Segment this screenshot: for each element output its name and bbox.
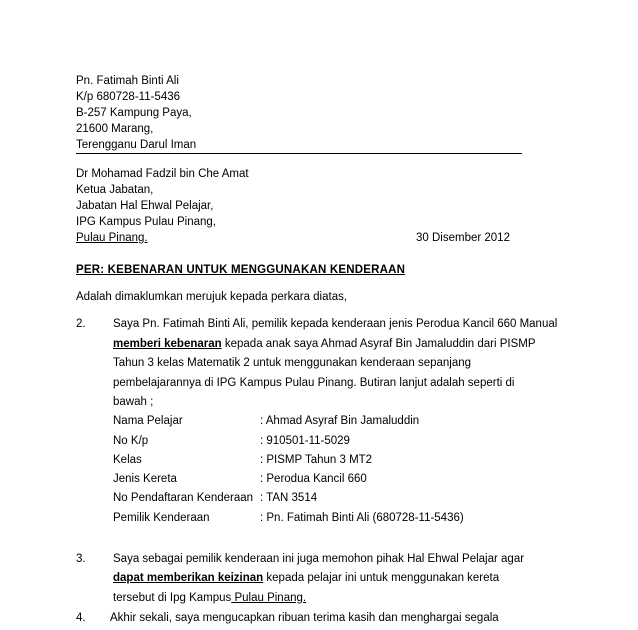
recipient-dept: Jabatan Hal Ehwal Pelajar, [76,200,214,212]
para3-emphasis: dapat memberikan keizinan [113,572,264,584]
subject-line: PER: KEBENARAN UNTUK MENGGUNAKAN KENDERAAN [76,264,406,276]
para3-number: 3. [76,553,86,565]
detail-label: Jenis Kereta [113,473,177,485]
recipient-name: Dr Mohamad Fadzil bin Che Amat [76,168,249,180]
recipient-city: Pulau Pinang. [76,232,148,244]
sender-address-1: B-257 Kampung Paya, [76,107,192,119]
sender-name: Pn. Fatimah Binti Ali [76,75,179,87]
sender-address-3: Terengganu Darul Iman [76,139,197,151]
para3-line2-rest: kepada pelajar ini untuk menggunakan kereta [263,572,500,584]
para3-line1: Saya sebagai pemilik kenderaan ini juga memohon pihak Hal Ehwal Pelajar agar [113,553,525,565]
recipient-title: Ketua Jabatan, [76,184,154,196]
sender-address-2: 21600 Marang, [76,123,154,135]
detail-label: No K/p [113,435,149,447]
detail-value: : 910501-11-5029 [260,435,350,447]
para2-line1: Saya Pn. Fatimah Binti Ali, pemilik kepada kenderaan jenis Perodua Kancil 660 Manual [113,318,558,330]
detail-label: Kelas [113,454,142,466]
detail-label: No Pendaftaran Kenderaan [113,492,254,504]
intro-text: Adalah dimaklumkan merujuk kepada perkara diatas, [76,291,348,303]
para2-number: 2. [76,318,86,330]
para3-line2 [113,571,499,585]
para2-line2 [113,337,536,351]
detail-value: : Ahmad Asyraf Bin Jamaluddin [260,415,420,427]
detail-label: Pemilik Kenderaan [113,512,210,524]
para4-number: 4. [76,612,86,624]
detail-label: Nama Pelajar [113,415,183,427]
para2-line3: Tahun 3 kelas Matematik 2 untuk menggunakan kenderaan sepanjang [113,357,472,369]
letter-date: 30 Disember 2012 [416,232,510,244]
para2-line4: pembelajarannya di IPG Kampus Pulau Pinang. Butiran lanjut adalah seperti di [113,377,515,389]
para3-line3-end: Pulau Pinang. [231,592,307,604]
sender-ic: K/p 680728-11-5436 [76,91,181,103]
recipient-institution: IPG Kampus Pulau Pinang, [76,216,216,228]
detail-value: : PISMP Tahun 3 MT2 [260,454,373,466]
detail-value: : Perodua Kancil 660 [260,473,367,485]
para4-line1: Akhir sekali, saya mengucapkan ribuan terima kasih dan menghargai segala [110,612,499,624]
header-divider [76,153,522,154]
detail-value: : TAN 3514 [260,492,318,504]
detail-value: : Pn. Fatimah Binti Ali (680728-11-5436) [260,512,464,524]
para3-line3 [113,591,306,605]
para2-emphasis: memberi kebenaran [113,338,222,350]
para2-line5: bawah ; [113,396,154,408]
para3-line3-start: tersebut di Ipg Kampus [113,592,232,604]
para2-line2-rest: kepada anak saya Ahmad Asyraf Bin Jamaluddin dari PISMP [221,338,536,350]
